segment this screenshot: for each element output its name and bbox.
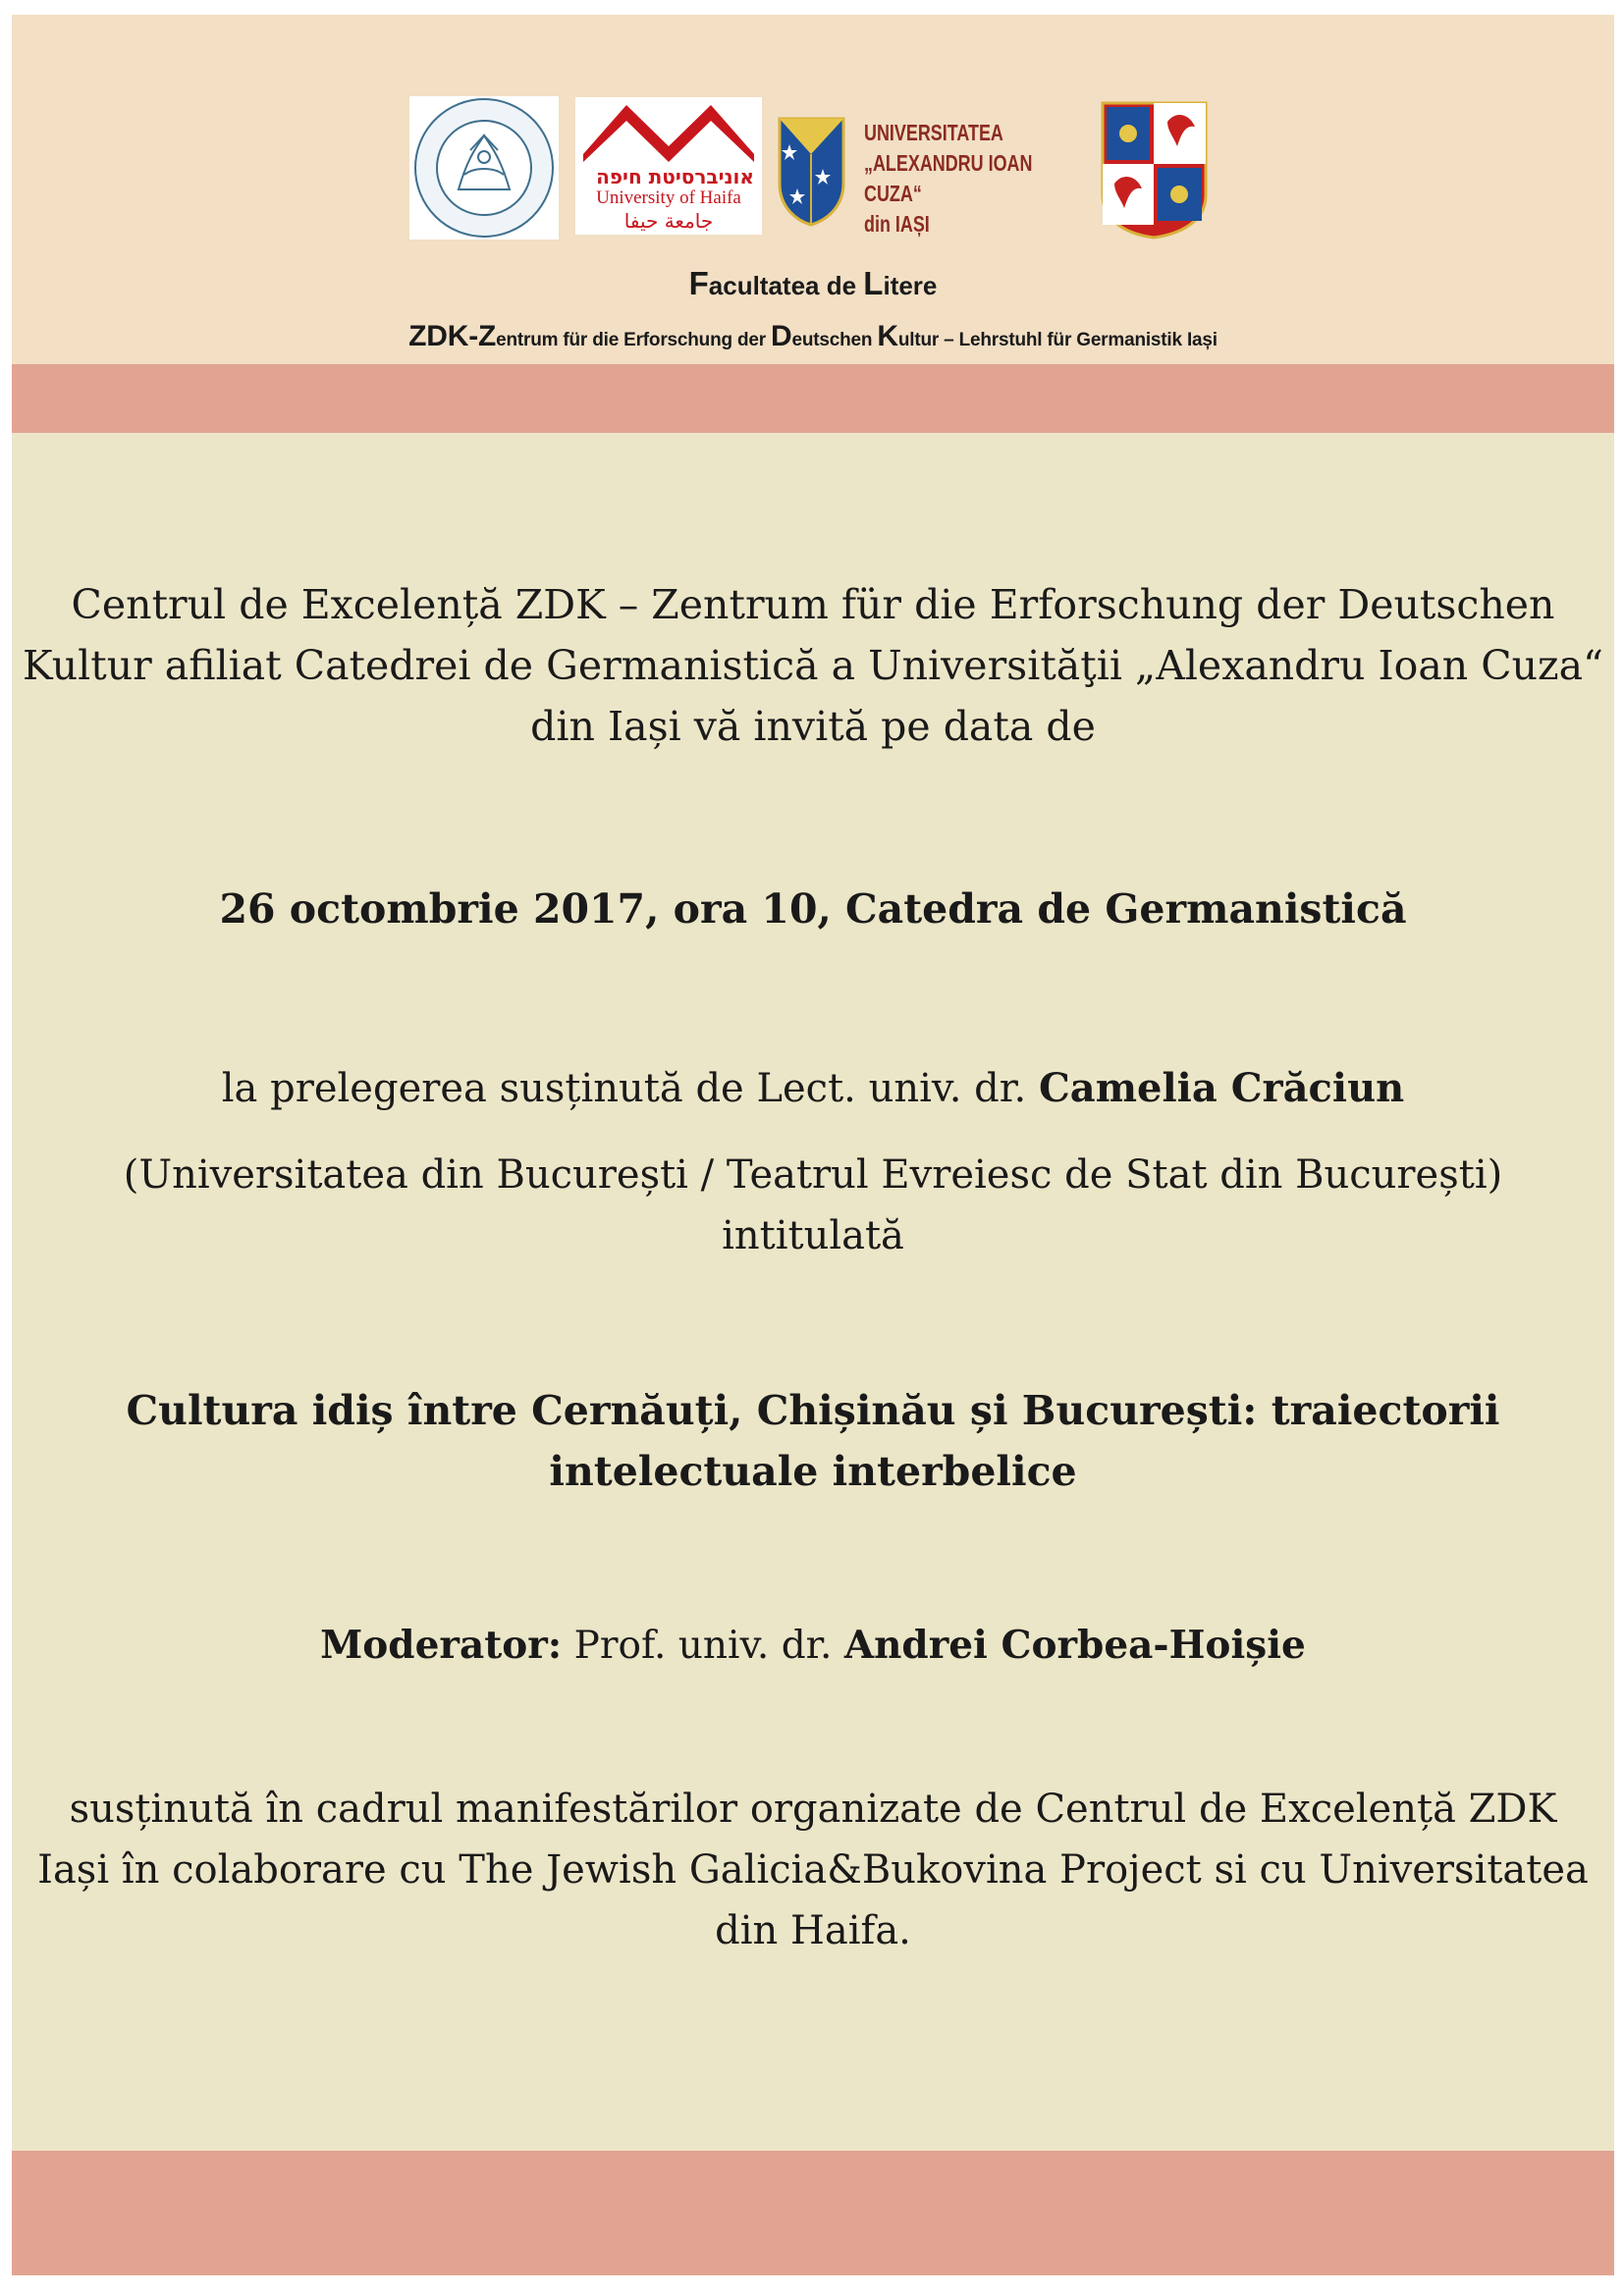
faculty-rest-1: acultatea de	[708, 271, 864, 300]
outro-line-2: Iași în colaborare cu The Jewish Galicia&Bukovina Project si cu Universitatea	[37, 1847, 1589, 1893]
coat-of-arms-icon	[1099, 97, 1210, 240]
uaic-name-logo	[864, 118, 1048, 236]
lecture-title	[12, 1380, 1614, 1502]
outro-line-1: susținută în cadrul manifestărilor organizate de Centrul de Excelență ZDK	[69, 1787, 1557, 1832]
haifa-english-text: University of Haifa	[596, 187, 741, 208]
intro-line-2: Kultur afiliat Catedrei de Germanistică a Universităţii „Alexandru Ioan Cuza“	[22, 642, 1603, 689]
jewish-galicia-bukovina-logo	[409, 96, 559, 240]
speaker-affiliation	[12, 1145, 1614, 1266]
affiliation-line-2: intitulată	[722, 1213, 904, 1258]
logo-row	[12, 80, 1614, 247]
moderator-label: Moderator:	[320, 1623, 563, 1668]
zdk-part-6: ultur – Lehrstuhl für Germanistik Iași	[897, 330, 1218, 350]
faculty-heading	[12, 265, 1614, 302]
lecture-prefix: la prelegerea susținută de Lect. univ. dr.	[221, 1066, 1039, 1111]
university-of-haifa-logo	[575, 97, 762, 235]
moderator-prefix: Prof. univ. dr.	[562, 1624, 844, 1668]
invitation-intro	[12, 574, 1614, 757]
speaker-name: Camelia Crăciun	[1038, 1065, 1405, 1111]
zdk-part-5: K	[877, 320, 898, 352]
uaic-crest-logo	[776, 115, 847, 228]
uaic-line-2: „ALEXANDRU IOAN CUZA“	[864, 150, 1033, 206]
intro-line-3: din Iași vă invită pe data de	[530, 703, 1096, 750]
shield-icon	[776, 115, 847, 228]
header-area	[12, 15, 1614, 364]
haifa-arabic-text: جامعة حيفا	[623, 209, 714, 233]
outro-line-3: din Haifa.	[715, 1908, 911, 1953]
coat-of-arms-logo	[1099, 97, 1210, 240]
zdk-part-2: entrum für die Erforschung der	[496, 330, 772, 350]
event-date: 26 octombrie 2017, ora 10, Catedra de Germanistică	[219, 885, 1407, 933]
zdk-part-4: eutschen	[791, 330, 878, 350]
faculty-cap-1: F	[688, 265, 709, 301]
faculty-rest-2: itere	[883, 271, 938, 300]
affiliation-line-1: (Universitatea din București / Teatrul Evreiesc de Stat din București)	[123, 1152, 1503, 1198]
seal-icon	[409, 96, 559, 240]
zdk-part-1: ZDK-Z	[408, 320, 497, 352]
moderator-name: Andrei Corbea-Hoișie	[843, 1623, 1306, 1668]
haifa-emblem-icon	[575, 97, 762, 235]
bottom-divider-band	[12, 2151, 1614, 2275]
intro-line-1: Centrul de Excelență ZDK – Zentrum für die Erforschung der Deutschen	[71, 581, 1555, 628]
zdk-part-3: D	[771, 320, 792, 352]
top-divider-band	[12, 364, 1614, 433]
poster-page	[12, 15, 1614, 2275]
zdk-heading	[12, 320, 1614, 353]
lecture-speaker-line	[12, 1058, 1614, 1119]
moderator-line	[12, 1615, 1614, 1677]
title-line-2: intelectuale interbelice	[549, 1448, 1077, 1495]
uaic-line-3: din IAȘI	[864, 211, 930, 237]
closing-paragraph	[12, 1779, 1614, 1961]
faculty-cap-2: L	[863, 265, 884, 301]
title-line-1: Cultura idiș între Cernăuți, Chișinău și București: traiectorii	[126, 1387, 1500, 1434]
haifa-hebrew-text: אוניברסיטת חיפה	[596, 165, 754, 188]
uaic-line-1: UNIVERSITATEA	[864, 120, 1003, 145]
